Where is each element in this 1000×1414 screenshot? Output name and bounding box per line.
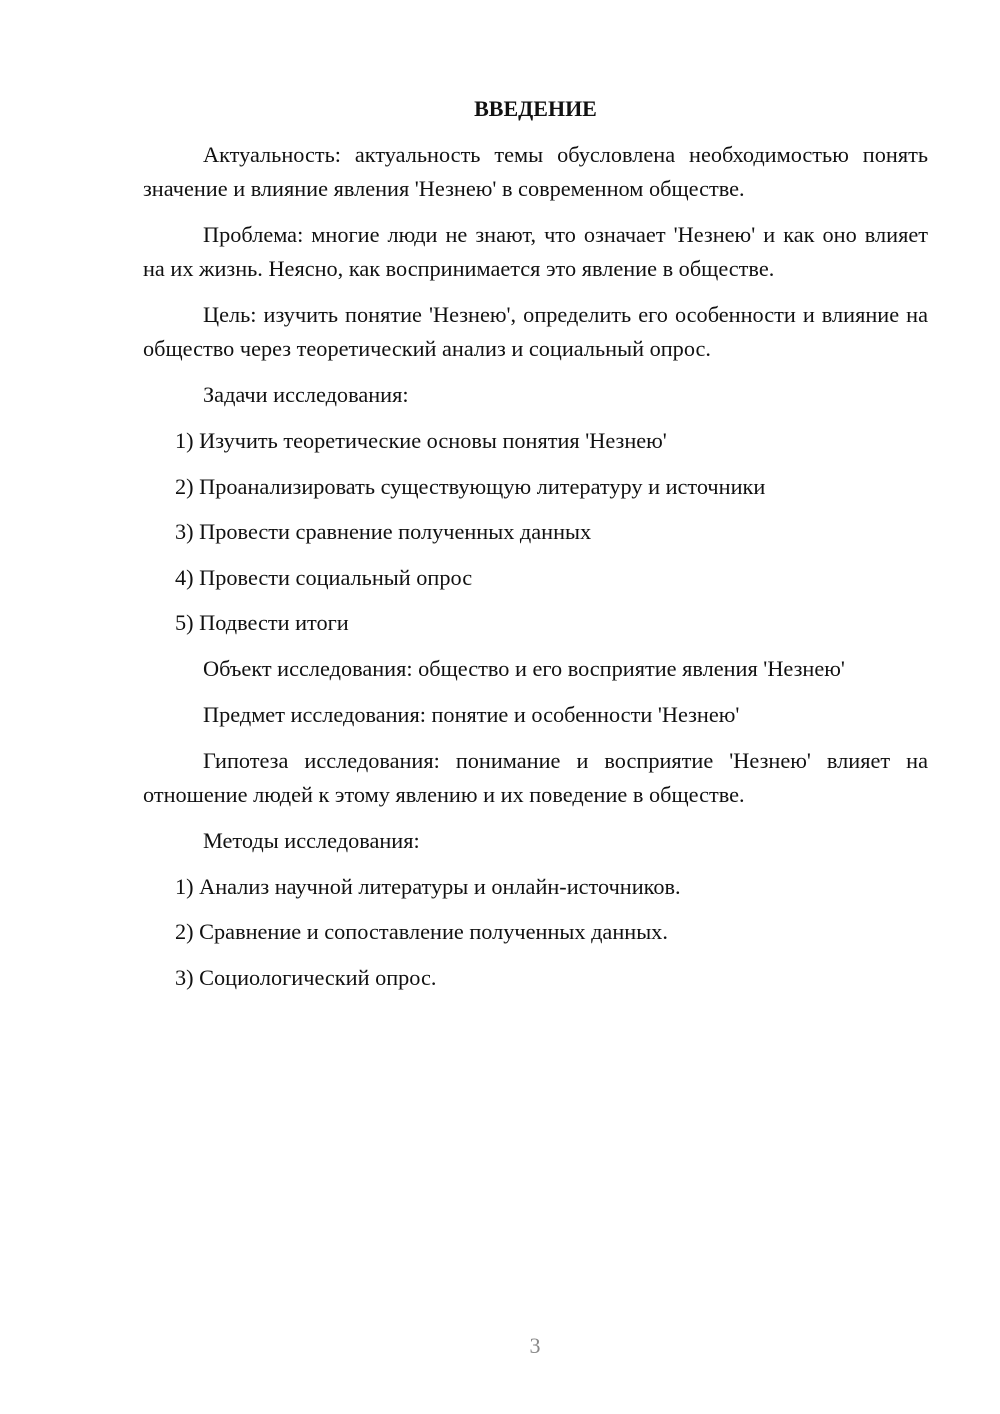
methods-label: Методы исследования: xyxy=(203,827,420,853)
task-item: 5) Подвести итоги xyxy=(175,610,349,635)
task-item: 3) Провести сравнение полученных данных xyxy=(175,519,592,544)
subject-line: Предмет исследования: понятие и особенности 'Незнею' xyxy=(203,701,740,727)
problem-paragraph: Проблема: многие люди не знают, что означает 'Незнею' и как оно влияет на их жизнь. Неясно, как воспринимается это явление в обществе. xyxy=(143,222,928,281)
relevance-paragraph: Актуальность: актуальность темы обусловлена необходимостью понять значение и влияние явления 'Незнею' в современном обществе. xyxy=(143,142,928,201)
method-item: 3) Социологический опрос. xyxy=(175,964,437,990)
method-item: 1) Анализ научной литературы и онлайн-источников. xyxy=(175,873,681,899)
methods-list xyxy=(143,870,928,995)
hypothesis-paragraph: Гипотеза исследования: понимание и восприятие 'Незнею' влияет на отношение людей к этому явлению и их поведение в обществе. xyxy=(143,747,928,807)
method-item: 2) Сравнение и сопоставление полученных данных. xyxy=(175,919,668,944)
task-item: 4) Провести социальный опрос xyxy=(175,564,473,590)
goal-paragraph: Цель: изучить понятие 'Незнею', определить его особенности и влияние на общество через теоретический анализ и социальный опрос. xyxy=(143,302,928,361)
tasks-list xyxy=(143,424,928,640)
page-number: 3 xyxy=(529,1333,541,1358)
task-item: 1) Изучить теоретические основы понятия 'Незнею' xyxy=(175,428,667,453)
task-item: 2) Проанализировать существующую литературу и источники xyxy=(175,473,766,499)
tasks-label: Задачи исследования: xyxy=(203,382,409,407)
object-line: Объект исследования: общество и его восприятие явления 'Незнею' xyxy=(203,655,845,681)
document-body xyxy=(143,92,928,1006)
section-heading: ВВЕДЕНИЕ xyxy=(474,96,597,121)
